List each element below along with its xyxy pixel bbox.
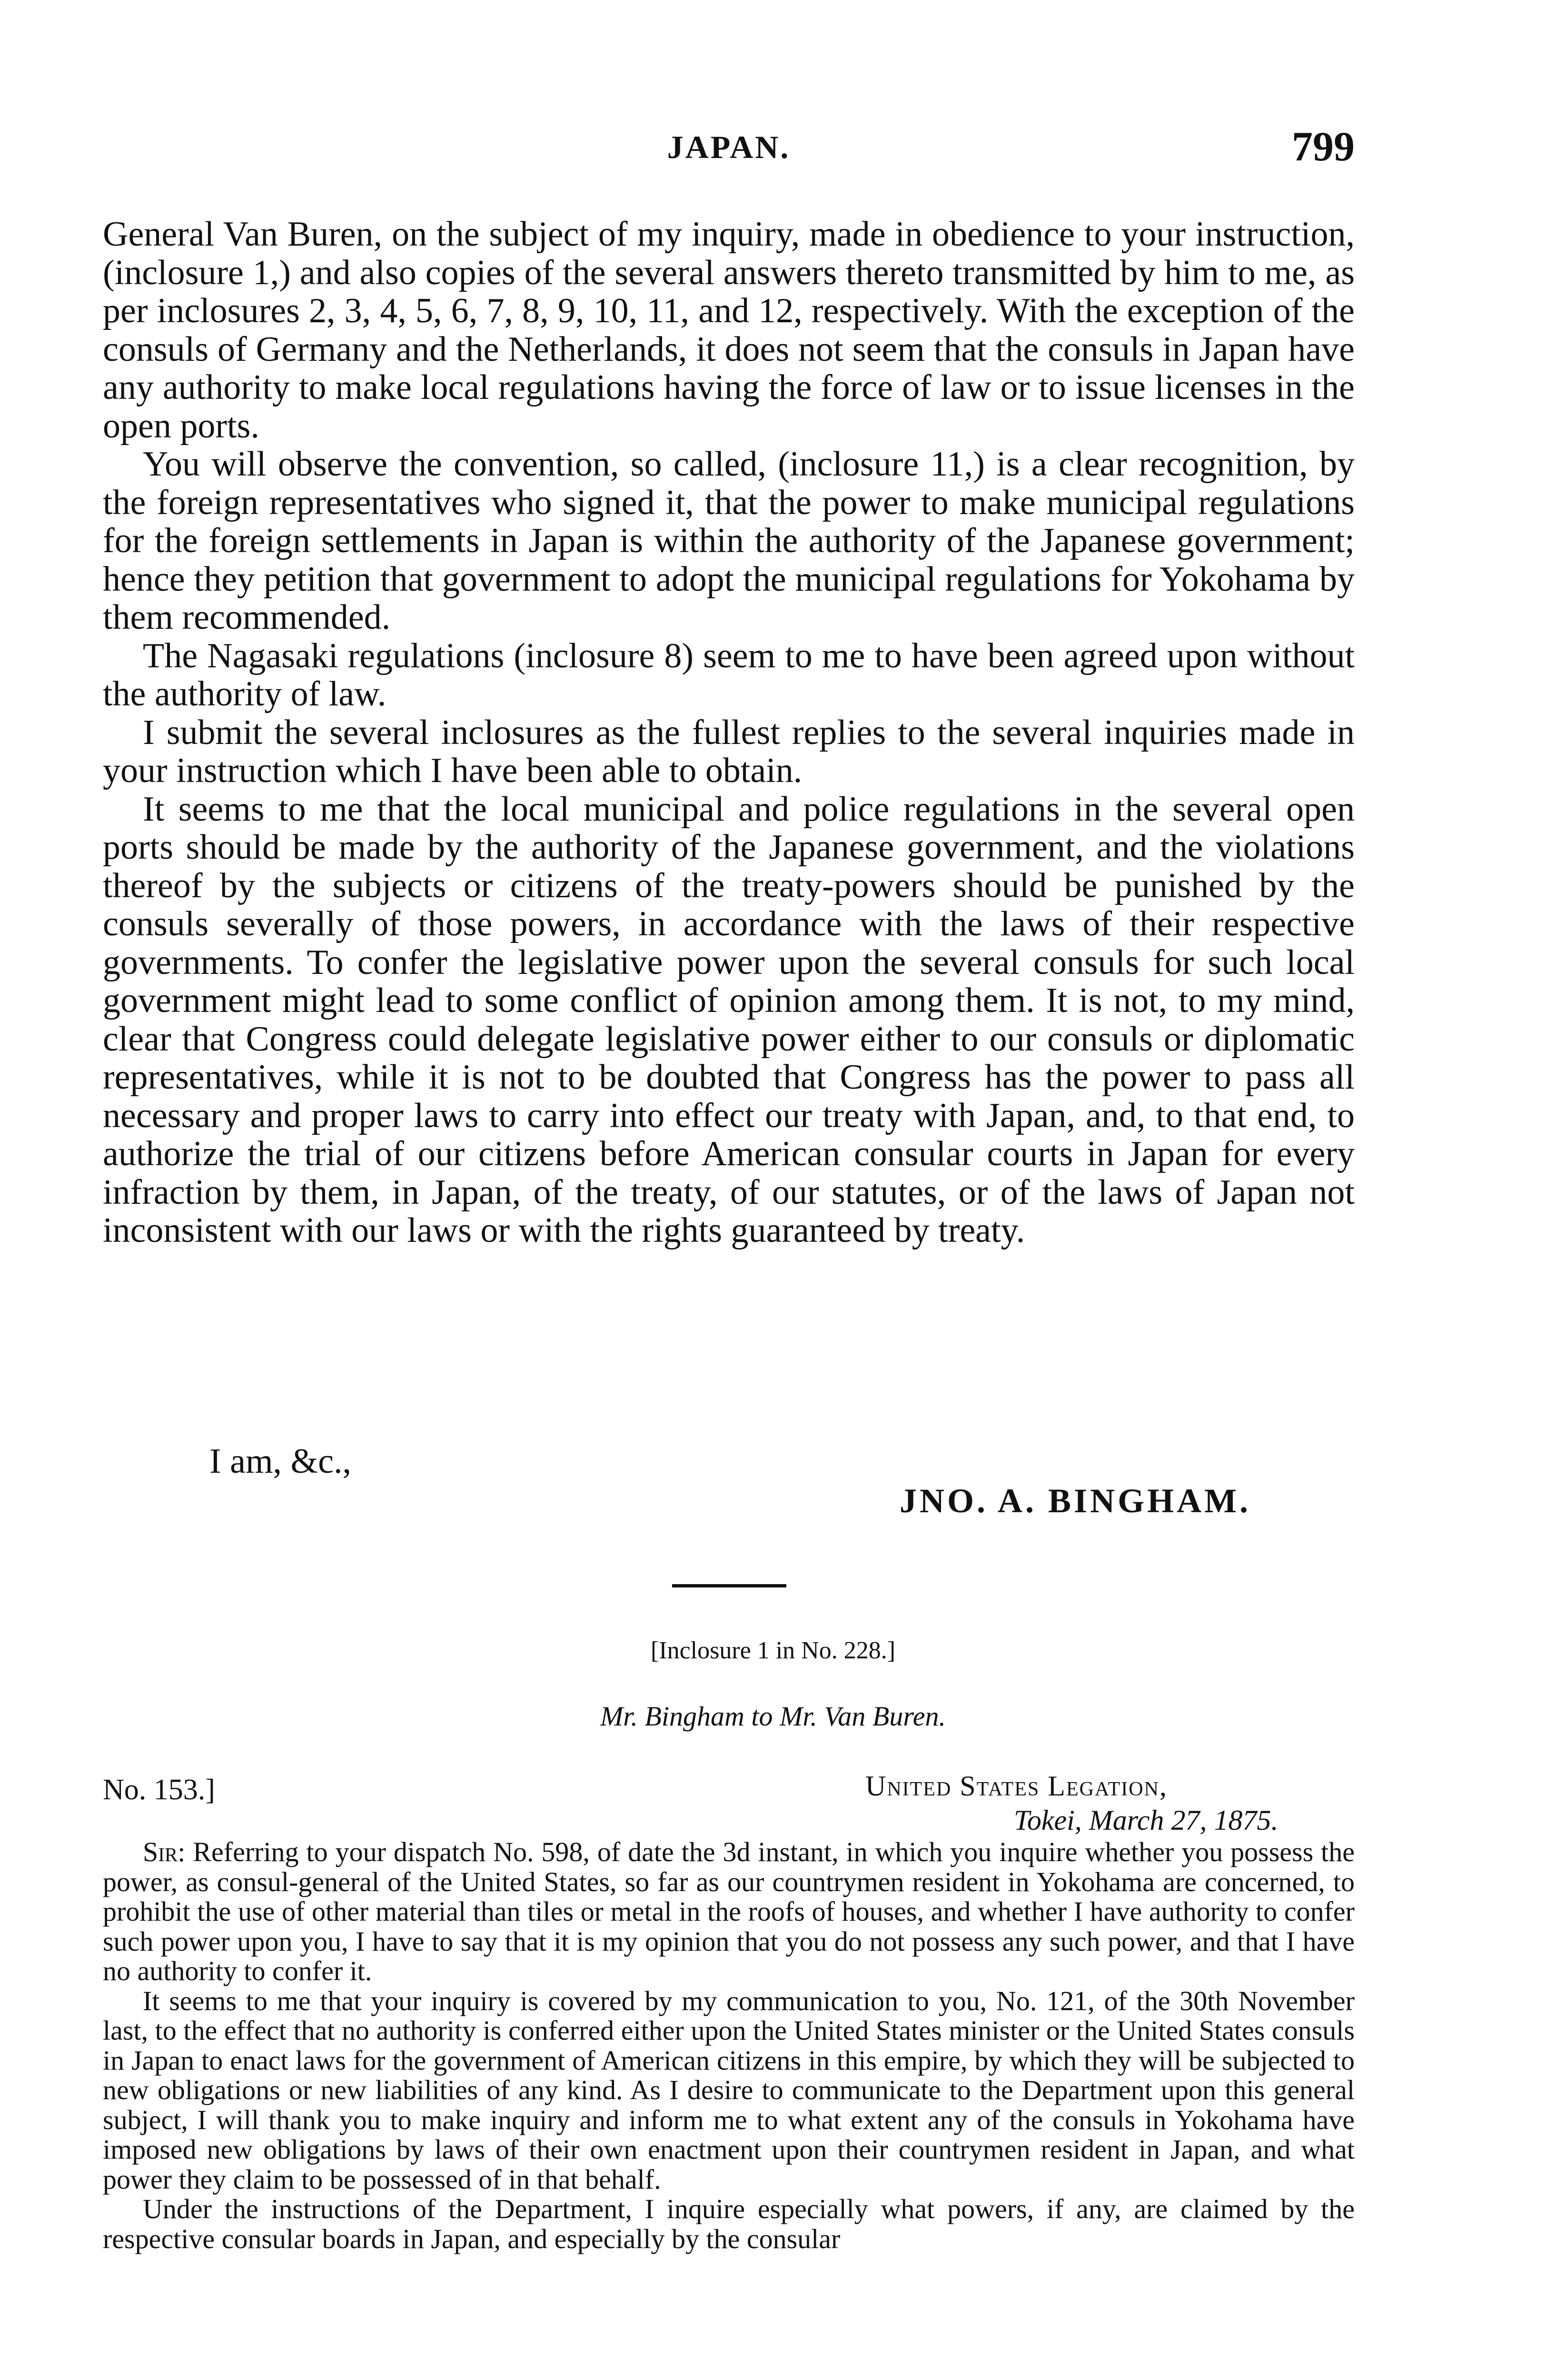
paragraph: It seems to me that your inquiry is covered by my communication to you, No. 121, of the 30th November last, to the effect that no authority is conferred either upon the United States minister or the United States consuls in Japan to enact laws for the government of American citizens in this empire, by which they will be subjected to new obligations or new liabilities of any kind. As I desire to communicate to the Department upon this general subject, I will thank you to make inquiry and inform me to what extent any of the consuls in Yokohama have imposed new obligations by laws of their own enactment upon their countrymen resident in Japan, and what power they claim to be possessed of in that behalf.: [103, 1985, 1355, 2195]
enclosure-caption: [Inclosure 1 in No. 228.]: [650, 1637, 896, 1664]
letter-closing: I am, &c.,: [209, 1442, 351, 1481]
paragraph: I submit the several inclosures as the fullest replies to the several inquiries made in your instruction which I have been able to obtain.: [103, 713, 1355, 790]
section-divider: [672, 1584, 786, 1587]
running-head: JAPAN.: [667, 129, 791, 165]
salutation: Sir:: [143, 1836, 186, 1867]
paragraph: You will observe the convention, so called, (inclosure 11,) is a clear recognition, by the foreign representatives who signed it, that the power to make municipal regulations for the foreign settlements in Japan is within the authority of the Japanese government; hence they petition that government to adopt the municipal regulations for Yokohama by them recommended.: [103, 445, 1355, 637]
paragraph: [103, 1837, 1355, 1986]
paragraph: Under the instructions of the Department, I inquire especially what powers, if any, are claimed by the respective consular boards in Japan, and especially by the consular: [103, 2193, 1355, 2254]
enclosure-title: Mr. Bingham to Mr. Van Buren.: [600, 1701, 946, 1732]
sender-date: Tokei, March 27, 1875.: [1014, 1805, 1278, 1836]
page-number: 799: [1292, 124, 1355, 170]
paragraph: It seems to me that the local municipal and police regulations in the several open ports should be made by the authority of the Japanese government, and the violations thereof by the subjects or citizens of the treaty-powers should be punished by the consuls severally of those powers, in accordance with the laws of their respective governments. To confer the legislative power upon the several consuls for such local government might lead to some conflict of opinion among them. It is not, to my mind, clear that Congress could delegate legislative power either to our consuls or diplomatic representatives, while it is not to be doubted that Congress has the power to pass all necessary and proper laws to carry into effect our treaty with Japan, and, to that end, to authorize the trial of our citizens before American consular courts in Japan for every infraction by them, in Japan, of the treaty, of our statutes, or of the laws of Japan not inconsistent with our laws or with the rights guaranteed by treaty.: [103, 789, 1355, 1250]
sender-organization: United States Legation,: [865, 1770, 1168, 1802]
paragraph: General Van Buren, on the subject of my inquiry, made in obedience to your instruction, (inclosure 1,) and also copies of the several answers thereto transmitted by him to me, as per inclosures 2, 3, 4, 5, 6, 7, 8, 9, 10, 11, and 12, respectively. With the exception of the consuls of Germany and the Netherlands, it does not seem that the consuls in Japan have any authority to make local regulations having the force of law or to issue licenses in the open ports.: [103, 215, 1355, 446]
paragraph: The Nagasaki regulations (inclosure 8) seem to me to have been agreed upon without the authority of law.: [103, 636, 1355, 714]
paragraph-text: Referring to your dispatch No. 598, of date the 3d instant, in which you inquire whether you possess the power, as consul-general of the United States, so far as our countrymen resident in Yokohama are concerned, to prohibit the use of other material than tiles or metal in the roofs of houses, and whether I have authority to confer such power upon you, I have to say that it is my opinion that you do not possess any such power, and that I have no authority to confer it.: [103, 1836, 1355, 1986]
letter-number: No. 153.]: [103, 1774, 215, 1806]
main-letter-body: [103, 215, 1355, 1250]
page-header: [103, 124, 1355, 181]
signature: JNO. A. BINGHAM.: [900, 1482, 1251, 1520]
enclosure-body: [103, 1837, 1355, 2254]
